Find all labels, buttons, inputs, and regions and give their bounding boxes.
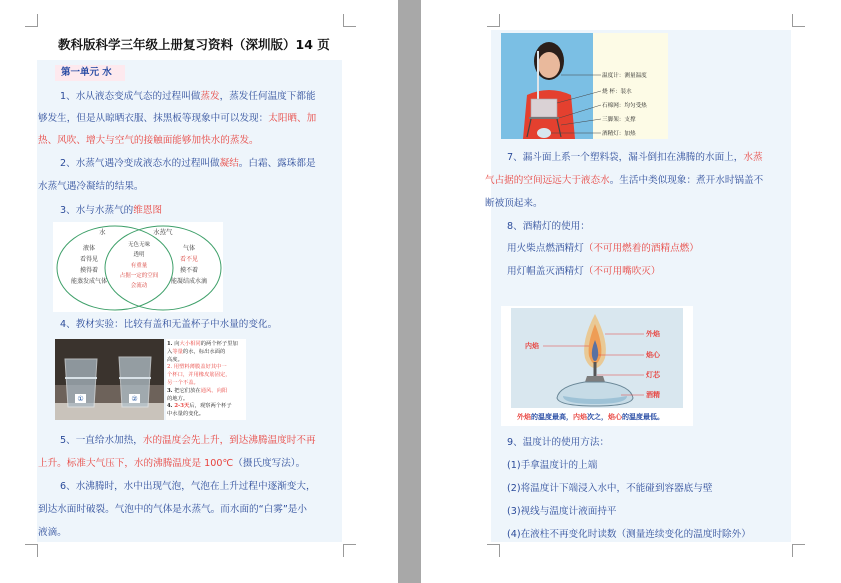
crop-mark	[25, 544, 38, 557]
text: 用灯帽盖灭酒精灯	[507, 266, 584, 277]
step-line: 个杯口，并用橡皮筋固定，	[167, 372, 231, 379]
crop-mark	[792, 544, 805, 557]
step-line: 入等量的水，标出水面的	[167, 348, 226, 355]
highlight-text: 水蒸	[743, 152, 763, 163]
step-line: 另一个不盖。	[167, 379, 199, 386]
venn-label: 占据一定的空间	[119, 273, 159, 279]
highlight-text: 水的温度会先上升，到达沸腾温度时不再	[142, 435, 316, 446]
highlight-text: （不可用燃着的酒精点燃）	[583, 243, 699, 254]
paragraph-1-line-1	[60, 90, 316, 103]
caption-part: 焰心	[608, 413, 622, 421]
venn-right-title: 水蒸气	[153, 228, 173, 236]
venn-label: 看得见	[79, 256, 99, 263]
label-alcohol: 酒精	[646, 391, 660, 399]
apparatus-label: 酒精灯：加热	[602, 131, 636, 137]
paragraph-4: 4、教材实验：比较有盖和无盖杯子中水量的变化。	[60, 319, 278, 330]
page-title: 教科版科学三年级上册复习资料（深圳版）14 页	[58, 37, 330, 52]
paragraph-1-line-2	[38, 112, 316, 125]
lamp-neck	[585, 376, 605, 382]
wick	[594, 362, 597, 376]
girl-face	[538, 52, 560, 78]
paragraph-8-line-1	[507, 242, 699, 255]
label-flame-core: 焰心	[646, 351, 660, 359]
thermometer-step-4: (4)在液柱不再变化时读数（测量连续变化的温度时除外）	[507, 529, 751, 540]
text: （摄氏度写法）。	[233, 458, 306, 469]
highlight-text: 凝结	[219, 158, 239, 169]
venn-label: 摸不着	[179, 267, 199, 274]
caption-part: 的温度最高，	[531, 413, 573, 421]
venn-label: 透明	[133, 252, 145, 258]
caption-part: 内焰	[573, 413, 587, 421]
venn-label: 液体	[82, 245, 96, 252]
document-page-right	[421, 0, 841, 583]
step-line: 3. 把它们放在通风、向阳	[167, 387, 228, 394]
paragraph-8-title: 8、酒精灯的使用：	[507, 221, 590, 232]
step-line: 高度。	[167, 356, 183, 363]
venn-label: 无色无味	[127, 242, 151, 248]
document-page-left	[0, 0, 398, 583]
cup-2-label: ②	[131, 395, 138, 403]
apparatus-label: 石棉网：均匀受热	[602, 103, 647, 109]
highlight-text: 上升。标准大气压下，水的沸腾温度是	[38, 458, 205, 469]
paragraph-5-line-1	[60, 434, 316, 447]
alcohol-lamp-flame-diagram	[501, 306, 693, 426]
step-line: 的地方。	[167, 395, 189, 402]
text: 2、水蒸气遇冷变成液态水的过程叫做	[60, 158, 220, 169]
step-line: 中水量的变化。	[167, 411, 205, 418]
paragraph-6-line-1: 6、水沸腾时，水中出现气泡，气泡在上升过程中逐渐变大，	[60, 481, 316, 492]
flame-caption	[517, 412, 664, 422]
thermometer-step-2: (2)将温度计下端浸入水中，不能碰到容器底与壁	[507, 483, 713, 494]
crop-mark	[343, 14, 356, 27]
crop-mark	[487, 544, 500, 557]
step-line: 4. 2-3天后，观察两个杯子	[167, 403, 232, 410]
venn-diagram	[53, 222, 223, 312]
caption-part: 的温度最低。	[622, 413, 664, 421]
caption-part: 次之，	[587, 413, 608, 421]
label-inner-flame: 内焰	[525, 342, 539, 350]
step-line: 2. 用塑料薄膜盖好其中一	[167, 364, 227, 371]
paragraph-7-line-2	[485, 174, 763, 187]
alcohol-lamp	[537, 128, 551, 138]
venn-label: 能蒸发成气体	[70, 278, 108, 285]
paragraph-7-line-3: 断被顶起来。	[485, 198, 543, 209]
text: 。白霜、露珠都是	[238, 158, 316, 169]
paragraph-2-line-2: 水蒸气遇冷凝结的结果。	[38, 181, 144, 192]
crop-mark	[25, 14, 38, 27]
thermometer-step-1: (1)手拿温度计的上端	[507, 460, 598, 471]
text: 7、漏斗面上系一个塑料袋，漏斗倒扣在沸腾的水面上，	[507, 152, 744, 163]
apparatus-label: 烧 杯：装水	[602, 89, 632, 95]
apparatus-label: 三脚架：支撑	[602, 117, 636, 123]
venn-label: 气体	[182, 245, 196, 252]
text: 5、一直给水加热，	[60, 435, 143, 446]
crop-mark	[792, 14, 805, 27]
text: ，蒸发任何温度下都能	[219, 91, 316, 102]
venn-label: 能凝结成水滴	[170, 278, 208, 285]
highlight-text: 太阳晒、加	[268, 113, 317, 124]
paragraph-2-line-1	[60, 157, 316, 170]
paragraph-7-line-1	[507, 151, 763, 164]
venn-label: 会流动	[130, 283, 148, 289]
highlight-text: 维恩图	[133, 205, 163, 216]
paragraph-3	[60, 204, 162, 217]
crop-mark	[487, 14, 500, 27]
caption-part: 外焰	[517, 413, 531, 421]
boiling-experiment-photo	[501, 33, 668, 139]
venn-label: 有重量	[130, 263, 148, 269]
cup-1-label: ①	[77, 395, 84, 403]
highlight-text: 气占据的空间远远大于液态水	[485, 175, 610, 186]
label-wick: 灯芯	[646, 371, 660, 379]
text: 用火柴点燃酒精灯	[507, 243, 584, 254]
paragraph-6-line-3: 液滴。	[38, 527, 67, 538]
text: 1、水从液态变成气态的过程叫做	[60, 91, 201, 102]
cup-experiment-photo	[55, 339, 164, 420]
asbestos-net	[529, 117, 559, 119]
thermometer	[537, 51, 539, 99]
text: 。生活中类似现象：煮开水时锅盖不	[609, 175, 764, 186]
text: 够发生，但是从晾晒衣服、抹黑板等现象中可以发现：	[38, 113, 269, 124]
venn-label: 摸得着	[79, 267, 99, 274]
venn-left-title: 水	[99, 228, 106, 236]
venn-label: 看不见	[179, 256, 199, 263]
label-outer-flame: 外焰	[646, 330, 660, 338]
paragraph-1-line-3: 热、风吹、增大与空气的接触面能够加快水的蒸发。	[38, 135, 259, 146]
highlight-text: 100℃	[204, 458, 234, 469]
crop-mark	[343, 544, 356, 557]
experiment-steps	[166, 339, 246, 420]
caption-text	[517, 412, 664, 422]
highlight-text: （不可用嘴吹灭）	[583, 266, 661, 277]
apparatus-label: 温度计：测量温度	[602, 73, 647, 79]
unit-badge: 第一单元 水	[55, 65, 125, 81]
thermometer-step-3: (3)视线与温度计液面持平	[507, 506, 617, 517]
text: 3、水与水蒸气的	[60, 205, 134, 216]
paragraph-9-title: 9、温度计的使用方法：	[507, 437, 610, 448]
highlight-text: 蒸发	[200, 91, 220, 102]
beaker	[531, 99, 557, 117]
paragraph-6-line-2: 到达水面时破裂。气泡中的气体是水蒸气。而水面的“白雾”是小	[38, 504, 307, 515]
paragraph-8-line-2	[507, 265, 661, 278]
step-line: 1. 向大小相同的两个杯子里加	[167, 341, 238, 347]
paragraph-5-line-2	[38, 457, 305, 470]
page-gutter	[398, 0, 421, 583]
